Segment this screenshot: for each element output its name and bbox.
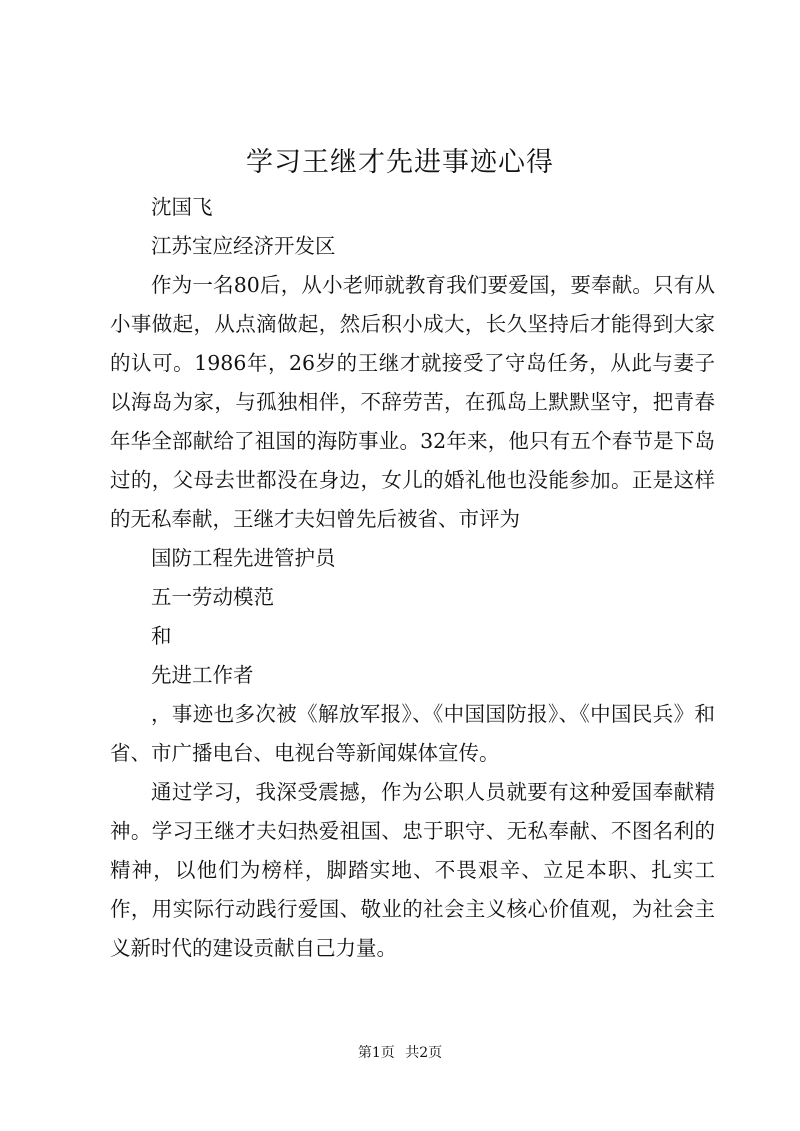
author-affiliation: 江苏宝应经济开发区: [151, 234, 336, 258]
conjunction-line: 和: [151, 624, 172, 648]
page-footer: [0, 1043, 800, 1063]
body-paragraph: ，事迹也多次被《解放军报》、《中国国防报》、《中国民兵》和省、市广播电台、电视台等新闻媒体宣传。: [110, 702, 715, 765]
page-total: 共2页: [405, 1045, 443, 1061]
honor-title: 五一劳动模范: [151, 585, 274, 609]
document-title: 学习王继才先进事迹心得: [246, 147, 554, 178]
honor-title: 国防工程先进管护员: [151, 546, 336, 570]
document-body: [110, 188, 715, 968]
body-paragraph: 作为一名80后，从小老师就教育我们要爱国，要奉献。只有从小事做起，从点滴做起，然后积小成大，长久坚持后才能得到大家的认可。1986年，26岁的王继才就接受了守岛任务，从此与妻子以海岛为家，与孤独相伴，不辞劳苦，在孤岛上默默坚守，把青春年华全部献给了祖国的海防事业。32年来，他只有五个春节是下岛过的，父母去世都没在身边，女儿的婚礼他也没能参加。正是这样的无私奉献，王继才夫妇曾先后被省、市评为: [110, 273, 715, 531]
author-name: 沈国飞: [151, 195, 213, 219]
page-number: 第1页: [357, 1045, 395, 1061]
body-paragraph: 通过学习，我深受震撼，作为公职人员就要有这种爱国奉献精神。学习王继才夫妇热爱祖国、忠于职守、无私奉献、不图名利的精神，以他们为榜样，脚踏实地、不畏艰辛、立足本职、扎实工作，用实际行动践行爱国、敬业的社会主义核心价值观，为社会主义新时代的建设贡献自己力量。: [110, 780, 715, 960]
honor-title: 先进工作者: [151, 663, 254, 687]
